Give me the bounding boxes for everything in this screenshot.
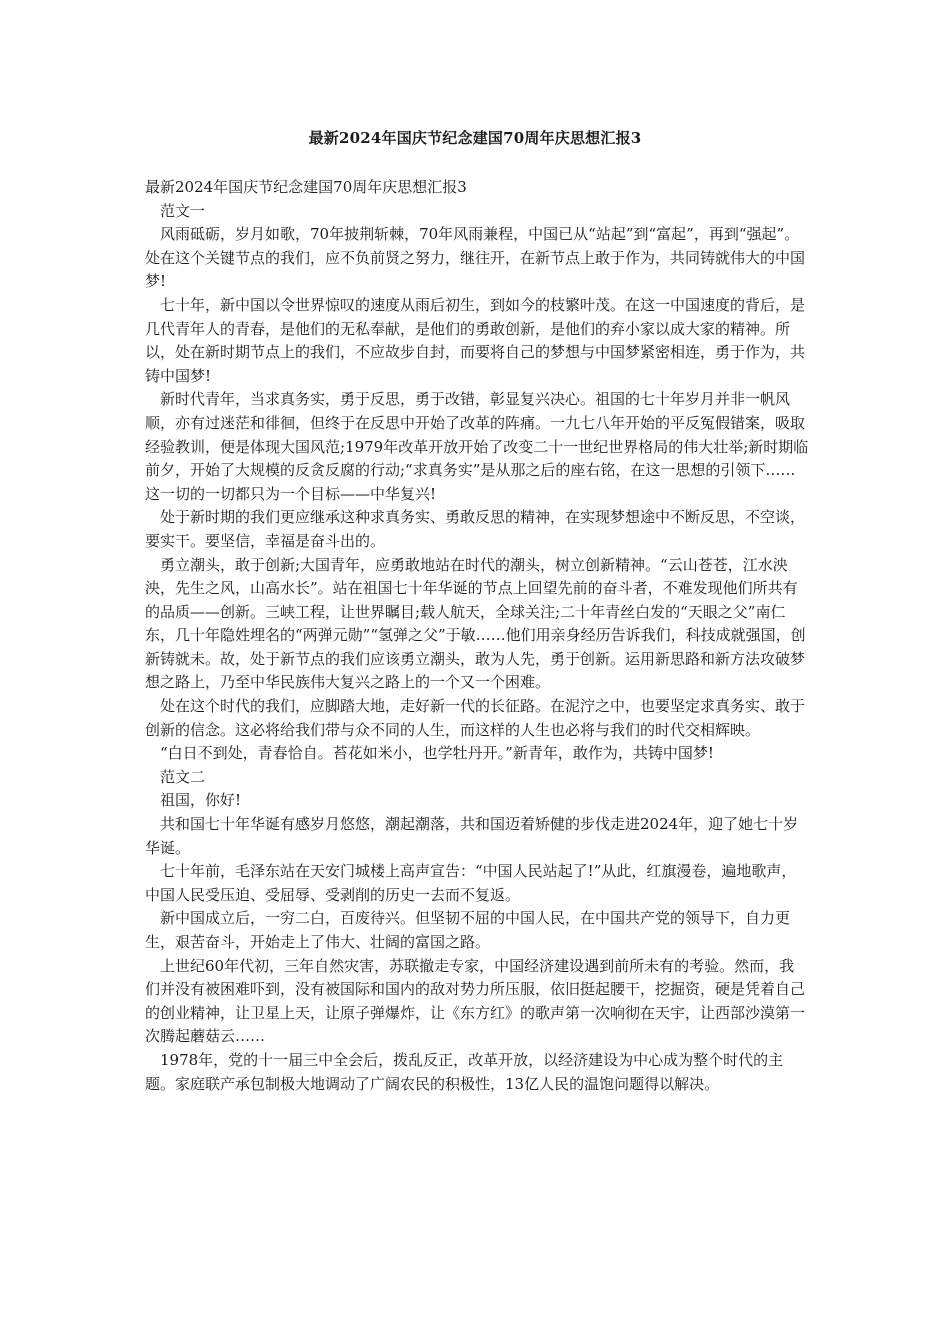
paragraph: 风雨砥砺，岁月如歌，70年披荆斩棘，70年风雨兼程，中国已从“站起”到“富起”，再到“强起”。处在这个关键节点的我们，应不负前贤之努力，继往开，在新节点上敢于作为，共同铸就伟大的中国梦! xyxy=(145,225,806,291)
paragraph: 祖国，你好! xyxy=(160,791,242,810)
paragraph: 处在这个时代的我们，应脚踏大地，走好新一代的长征路。在泥泞之中，也要坚定求真务实、敢于创新的信念。这必将给我们带与众不同的人生，而这样的人生也必将与我们的时代交相辉映。 xyxy=(145,697,806,739)
paragraph: 上世纪60年代初，三年自然灾害，苏联撤走专家，中国经济建设遇到前所未有的考验。然而，我们并没有被困难吓到，没有被国际和国内的敌对势力所压服，依旧挺起腰干，挖掘资，硬是凭着自己的创业精神，让卫星上天，让原子弹爆炸，让《东方红》的歌声第一次响彻在天宇，让西部沙漠第一次腾起蘑菇云…… xyxy=(145,956,806,1046)
paragraph: 七十年前，毛泽东站在天安门城楼上高声宣告：“中国人民站起了!”从此，红旗漫卷，遍地歌声，中国人民受压迫、受屈辱、受剥削的历史一去而不复返。 xyxy=(145,862,797,904)
paragraph: 七十年，新中国以令世界惊叹的速度从雨后初生，到如今的枝繁叶茂。在这一中国速度的背后，是几代青年人的青春，是他们的无私奉献，是他们的勇敢创新，是他们的弃小家以成大家的精神。所以，处在新时期节点上的我们，不应故步自封，而要将自己的梦想与中国梦紧密相连，勇于作为，共铸中国梦! xyxy=(145,295,806,385)
document-subtitle: 最新2024年国庆节纪念建国70周年庆思想汇报3 xyxy=(145,178,467,196)
paragraph: 处于新时期的我们更应继承这种求真务实、勇敢反思的精神，在实现梦想途中不断反思，不空谈，要实干。要坚信，幸福是奋斗出的。 xyxy=(145,508,806,550)
section-heading-fanwen-1: 范文一 xyxy=(160,201,206,220)
paragraph: 1978年，党的十一届三中全会后，拨乱反正，改革开放，以经济建设为中心成为整个时代的主题。家庭联产承包制极大地调动了广阔农民的积极性，13亿人民的温饱问题得以解决。 xyxy=(145,1050,784,1093)
document-title: 最新2024年国庆节纪念建国70周年庆思想汇报3 xyxy=(308,129,642,147)
paragraph: 新中国成立后，一穷二白，百废待兴。但坚韧不屈的中国人民，在中国共产党的领导下，自力更生，艰苦奋斗，开始走上了伟大、壮阔的富国之路。 xyxy=(145,909,791,951)
document-body xyxy=(145,176,809,1096)
paragraph: 新时代青年，当求真务实，勇于反思，勇于改错，彰显复兴决心。祖国的七十年岁月并非一帆风顺，亦有过迷茫和徘徊，但终于在反思中开始了改革的阵痛。一九七八年开始的平反冤假错案，吸取经验教训，便是体现大国风范;1979年改革开放开始了改变二十一世纪世界格局的伟大壮举;新时期临前夕，开始了大规模的反贪反腐的行动;“求真务实”是从那之后的座右铭，在这一思想的引领下……这一切的一切都只为一个目标——中华复兴! xyxy=(145,390,809,503)
paragraph: “白日不到处，青春恰自。苔花如米小，也学牡丹开。”新青年，敢作为，共铸中国梦! xyxy=(160,744,714,763)
paragraph: 共和国七十年华诞有感岁月悠悠，潮起潮落，共和国迈着矫健的步伐走进2024年，迎了她七十岁华诞。 xyxy=(145,815,799,857)
section-heading-fanwen-2: 范文二 xyxy=(160,767,206,786)
paragraph: 勇立潮头，敢于创新;大国青年，应勇敢地站在时代的潮头，树立创新精神。“云山苍苍，江水泱泱，先生之风，山高水长”。站在祖国七十年华诞的节点上回望先前的奋斗者，不难发现他们所共有的品质——创新。三峡工程，让世界瞩目;载人航天，全球关注;二十年青丝白发的“天眼之父”南仁东，几十年隐姓埋名的“两弹元勋”“氢弹之父”于敏……他们用亲身经历告诉我们，科技成就强国，创新铸就未。故，处于新节点的我们应该勇立潮头，敢为人先，勇于创新。运用新思路和新方法攻破梦想之路上，乃至中华民族伟大复兴之路上的一个又一个困难。 xyxy=(145,555,806,692)
